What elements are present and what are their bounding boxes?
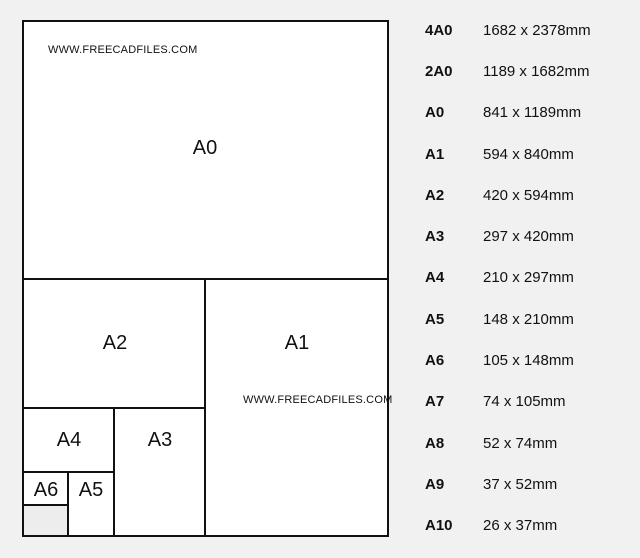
size-dimensions: 210 x 297mm — [483, 269, 574, 287]
size-row — [425, 423, 635, 464]
size-dimensions: 148 x 210mm — [483, 310, 574, 328]
size-name: A7 — [425, 393, 445, 411]
size-name: A6 — [425, 352, 445, 370]
size-name: A1 — [425, 145, 445, 163]
size-dimensions: 105 x 148mm — [483, 352, 574, 370]
size-name: A2 — [425, 186, 445, 204]
box-a7 — [22, 504, 69, 537]
size-row — [425, 258, 635, 299]
size-row — [425, 175, 635, 216]
label-a5: A5 — [78, 479, 104, 501]
size-dimensions: 52 x 74mm — [483, 434, 558, 452]
size-row — [425, 93, 635, 134]
box-a1 — [204, 278, 389, 537]
size-name: 4A0 — [425, 21, 453, 39]
size-dimensions: 74 x 105mm — [483, 393, 566, 411]
size-name: A0 — [425, 104, 445, 122]
size-dimensions: 420 x 594mm — [483, 186, 574, 204]
watermark-bottom: WWW.FREECADFILES.COM — [243, 394, 393, 406]
watermark-top: WWW.FREECADFILES.COM — [48, 44, 198, 56]
size-name: A9 — [425, 475, 445, 493]
size-name: A5 — [425, 310, 445, 328]
paper-size-table — [425, 10, 635, 547]
size-dimensions: 841 x 1189mm — [483, 104, 582, 122]
size-dimensions: 26 x 37mm — [483, 517, 558, 535]
size-row — [425, 299, 635, 340]
label-a4: A4 — [56, 429, 82, 451]
label-a3: A3 — [147, 429, 173, 451]
label-a6: A6 — [33, 479, 59, 501]
size-dimensions: 297 x 420mm — [483, 228, 574, 246]
size-name: A4 — [425, 269, 445, 287]
size-name: A8 — [425, 434, 445, 452]
size-row — [425, 464, 635, 505]
size-row — [425, 506, 635, 547]
size-dimensions: 1682 x 2378mm — [483, 21, 591, 39]
size-dimensions: 37 x 52mm — [483, 475, 558, 493]
size-row — [425, 382, 635, 423]
size-row — [425, 134, 635, 175]
size-row — [425, 340, 635, 381]
size-row — [425, 51, 635, 92]
label-a0: A0 — [192, 137, 218, 159]
size-row — [425, 10, 635, 51]
box-a3 — [113, 407, 206, 537]
size-name: 2A0 — [425, 62, 453, 80]
label-a1: A1 — [284, 332, 310, 354]
size-row — [425, 216, 635, 257]
label-a2: A2 — [102, 332, 128, 354]
size-name: A10 — [425, 517, 453, 535]
size-dimensions: 1189 x 1682mm — [483, 62, 590, 80]
size-dimensions: 594 x 840mm — [483, 145, 574, 163]
size-name: A3 — [425, 228, 445, 246]
